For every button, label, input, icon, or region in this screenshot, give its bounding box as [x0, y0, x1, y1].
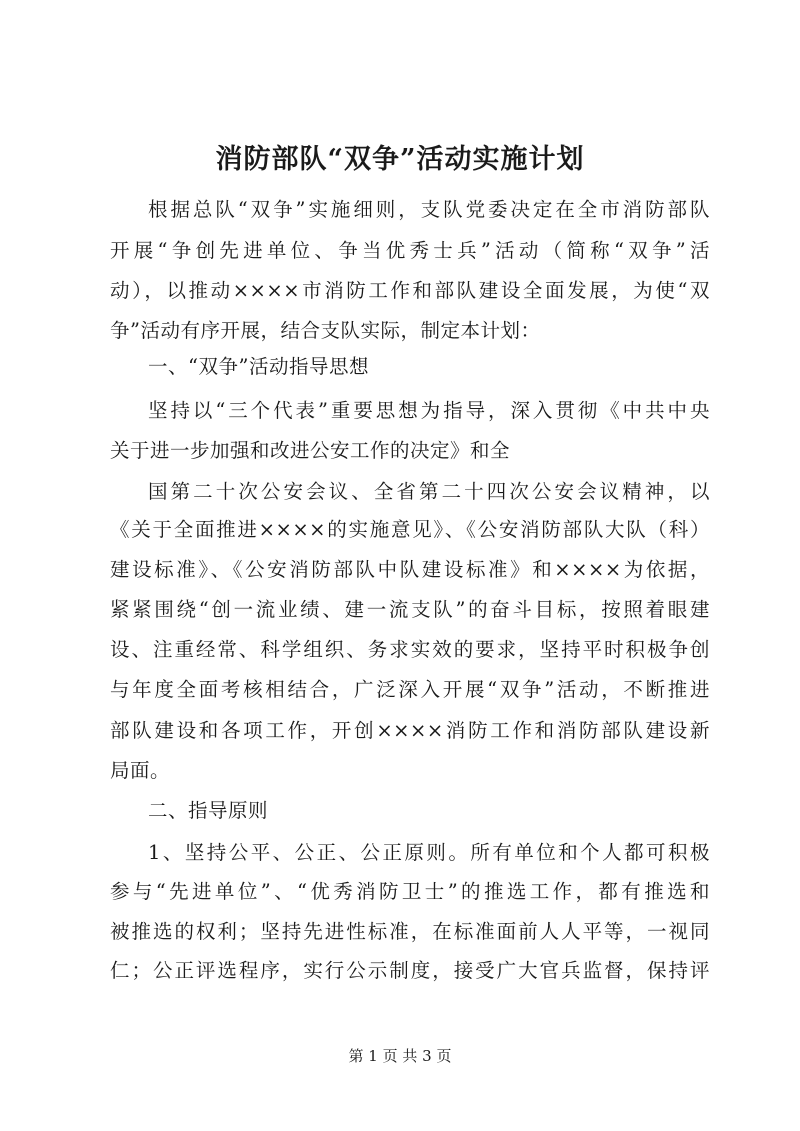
paragraph-line: 根据总队“双争”实施细则，支队党委决定在全市消防部队 [148, 198, 710, 221]
paragraph-line: 争”活动有序开展，结合支队实际，制定本计划： [110, 319, 541, 342]
paragraph-line: 部队建设和各项工作，开创××××消防工作和消防部队建设新 [110, 719, 710, 742]
document-title: 消防部队“双争”活动实施计划 [215, 144, 585, 175]
section-heading: 二、指导原则 [148, 799, 269, 822]
paragraph-line: 被推选的权利；坚持先进性标准，在标准面前人人平等，一视同 [110, 920, 710, 943]
paragraph-line: 动），以推动××××市消防工作和部队建设全面发展，为使“双 [110, 279, 710, 302]
paragraph-line: 开展“争创先进单位、争当优秀士兵”活动（简称“双争”活 [110, 239, 710, 262]
paragraph-line: 1、坚持公平、公正、公正原则。所有单位和个人都可积极 [148, 841, 710, 864]
paragraph-line: 关于进一步加强和改进公安工作的决定》和全 [110, 439, 511, 462]
paragraph-line: 仁；公正评选程序，实行公示制度，接受广大官兵监督，保持评 [110, 959, 710, 982]
paragraph-line: 局面。 [110, 759, 171, 782]
paragraph-line: 与年度全面考核相结合，广泛深入开展“双争”活动，不断推进 [110, 678, 710, 701]
paragraph-line: 《关于全面推进××××的实施意见》、《公安消防部队大队（科） [110, 518, 710, 541]
paragraph-line: 建设标准》、《公安消防部队中队建设标准》和××××为依据， [110, 558, 710, 581]
paragraph-line: 参与“先进单位”、“优秀消防卫士”的推选工作，都有推选和 [110, 880, 710, 903]
paragraph-line: 设、注重经常、科学组织、务求实效的要求，坚持平时积极争创 [110, 638, 710, 661]
paragraph-line: 国第二十次公安会议、全省第二十四次公安会议精神，以 [148, 480, 710, 503]
paragraph-line: 坚持以“三个代表”重要思想为指导，深入贯彻《中共中央 [148, 399, 710, 422]
page-number-footer: 第 1 页 共 3 页 [348, 1047, 452, 1065]
paragraph-line: 紧紧围绕“创一流业绩、建一流支队”的奋斗目标，按照着眼建 [110, 598, 710, 621]
section-heading: 一、“双争”活动指导思想 [148, 355, 369, 378]
